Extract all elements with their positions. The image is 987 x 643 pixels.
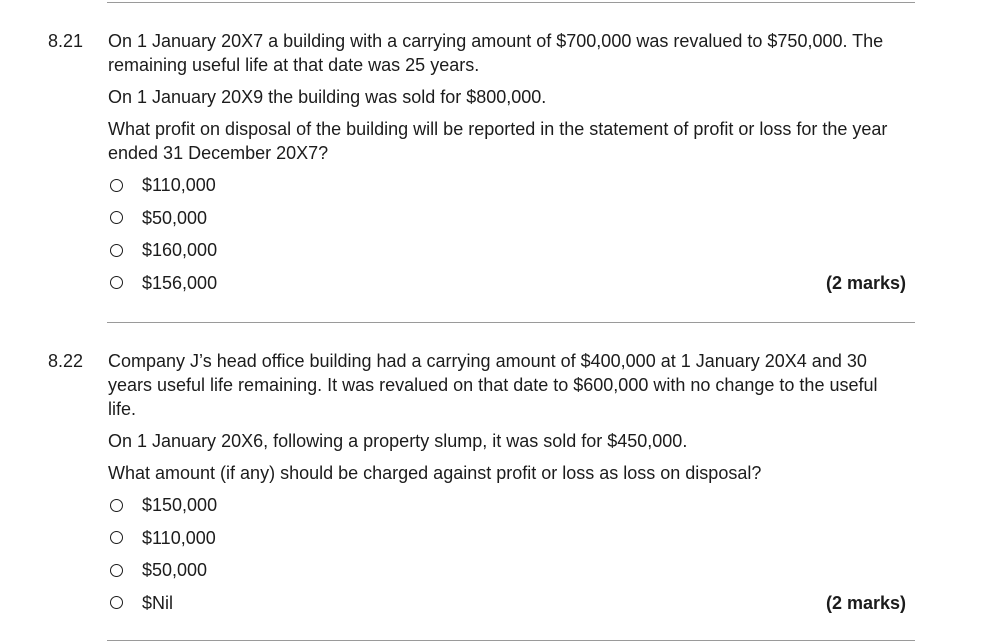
question-body <box>108 29 908 303</box>
radio-button-icon[interactable] <box>110 211 123 224</box>
option-label: $110,000 <box>142 527 216 548</box>
question-prompt: What profit on disposal of the building will be reported in the statement of profit or loss for the year ended 31 December 20X7? <box>108 119 888 163</box>
marks-label: (2 marks) <box>825 592 906 613</box>
option-label: $50,000 <box>142 207 208 228</box>
question-prompt: What amount (if any) should be charged against profit or loss as loss on disposal? <box>108 463 762 483</box>
answer-options <box>108 173 908 303</box>
radio-button-icon[interactable] <box>110 564 123 577</box>
question-text: On 1 January 20X7 a building with a carrying amount of $700,000 was revalued to $750,000. The remaining useful life at that date was 25 years. <box>108 31 884 75</box>
answer-option[interactable] <box>108 526 908 559</box>
question-text: Company J’s head office building had a carrying amount of $400,000 at 1 January 20X4 and 30 years useful life remaining. It was revalued on that date to $600,000 with no change to the useful life. <box>108 351 878 419</box>
radio-button-icon[interactable] <box>110 499 123 512</box>
option-label: $Nil <box>142 592 174 613</box>
option-label: $110,000 <box>142 175 216 195</box>
marks-label: (2 marks) <box>825 272 906 293</box>
radio-button-icon[interactable] <box>110 179 123 192</box>
answer-option[interactable] <box>108 591 908 624</box>
radio-button-icon[interactable] <box>110 276 123 289</box>
top-divider <box>107 2 915 3</box>
radio-button-icon[interactable] <box>110 244 123 257</box>
answer-option[interactable] <box>108 493 908 526</box>
question-divider <box>107 322 915 323</box>
question-body <box>108 349 908 623</box>
answer-option[interactable] <box>108 173 908 206</box>
radio-button-icon[interactable] <box>110 596 123 609</box>
answer-option[interactable] <box>108 558 908 591</box>
question-number: 8.22 <box>48 351 84 371</box>
answer-options <box>108 493 908 623</box>
question-number: 8.21 <box>48 31 84 51</box>
question-text: On 1 January 20X9 the building was sold for $800,000. <box>108 87 547 107</box>
radio-button-icon[interactable] <box>110 531 123 544</box>
answer-option[interactable] <box>108 271 908 304</box>
option-label: $156,000 <box>142 272 218 293</box>
option-label: $150,000 <box>142 495 218 515</box>
answer-option[interactable] <box>108 206 908 239</box>
option-label: $160,000 <box>142 240 218 260</box>
question-text: On 1 January 20X6, following a property slump, it was sold for $450,000. <box>108 431 688 451</box>
bottom-divider <box>107 640 915 641</box>
answer-option[interactable] <box>108 238 908 271</box>
option-label: $50,000 <box>142 560 208 580</box>
